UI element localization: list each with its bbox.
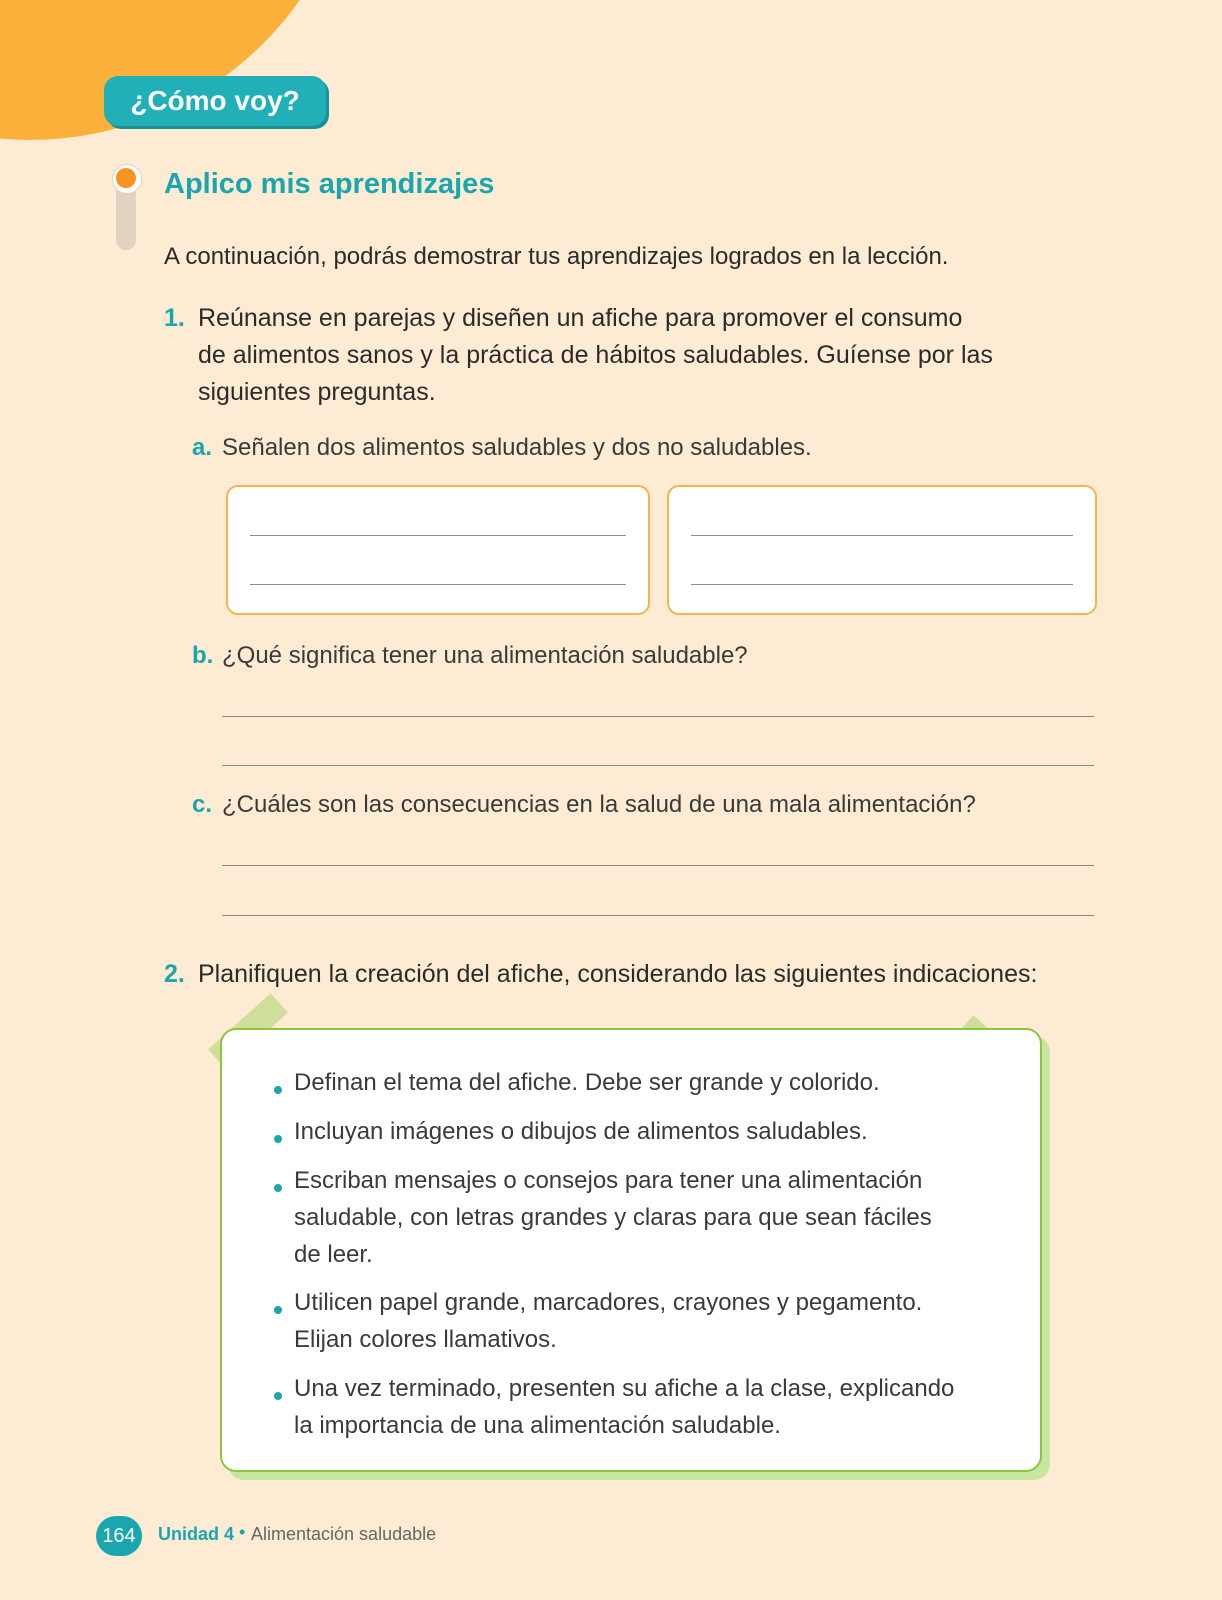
question-1-line-3: siguientes preguntas. [198,378,436,406]
intro-text: A continuación, podrás demostrar tus aprendizajes logrados en la lección. [164,243,949,270]
bullet-3-line-3: de leer. [294,1241,373,1268]
sub-a-text: Señalen dos alimentos saludables y dos no saludables. [222,434,812,461]
question-1-number: 1. [164,304,185,332]
answer-line[interactable] [691,535,1073,536]
instructions-card [220,1028,1042,1472]
question-1-line-2: de alimentos sanos y la práctica de hábitos saludables. Guíense por las [198,341,993,369]
sub-c-text: ¿Cuáles son las consecuencias en la salud de una mala alimentación? [222,791,976,818]
section-badge: ¿Cómo voy? [104,76,326,126]
section-title: Aplico mis aprendizajes [164,168,495,200]
sub-c-letter: c. [192,791,213,818]
sub-a-letter: a. [192,434,213,461]
question-2-number: 2. [164,960,185,988]
bullet-4-line-1: Utilicen papel grande, marcadores, crayones y pegamento. [294,1289,923,1316]
question-2-text: Planifiquen la creación del afiche, considerando las siguientes indicaciones: [198,960,1038,988]
answer-box-healthy[interactable] [226,485,650,615]
answer-line[interactable] [691,584,1073,585]
answer-line[interactable] [250,535,626,536]
footer-topic: Alimentación saludable [251,1524,437,1544]
bullet-icon [274,1392,282,1400]
page-number: 164 [96,1516,142,1556]
bullet-3-line-1: Escriban mensajes o consejos para tener una alimentación [294,1167,923,1194]
answer-line-b1[interactable] [222,716,1094,717]
pin-icon [112,164,140,252]
answer-line[interactable] [250,584,626,585]
bullet-icon [274,1184,282,1192]
footer-separator: • [239,1522,246,1542]
bullet-1-line-1: Definan el tema del afiche. Debe ser grande y colorido. [294,1069,880,1096]
bullet-5-line-1: Una vez terminado, presenten su afiche a la clase, explicando [294,1375,955,1402]
bullet-4-line-2: Elijan colores llamativos. [294,1326,557,1353]
answer-line-b2[interactable] [222,765,1094,766]
sub-b-letter: b. [192,642,214,669]
footer-unit: Unidad 4 [158,1524,235,1544]
question-1-line-1: Reúnanse en parejas y diseñen un afiche para promover el consumo [198,304,963,332]
answer-box-unhealthy[interactable] [667,485,1097,615]
bullet-2-line-1: Incluyan imágenes o dibujos de alimentos saludables. [294,1118,868,1145]
bullet-icon [274,1306,282,1314]
sub-b-text: ¿Qué significa tener una alimentación saludable? [222,642,748,669]
bullet-icon [274,1135,282,1143]
bullet-3-line-2: saludable, con letras grandes y claras para que sean fáciles [294,1204,932,1231]
answer-line-c2[interactable] [222,915,1094,916]
bullet-icon [274,1086,282,1094]
bullet-5-line-2: la importancia de una alimentación saludable. [294,1412,781,1439]
answer-line-c1[interactable] [222,865,1094,866]
